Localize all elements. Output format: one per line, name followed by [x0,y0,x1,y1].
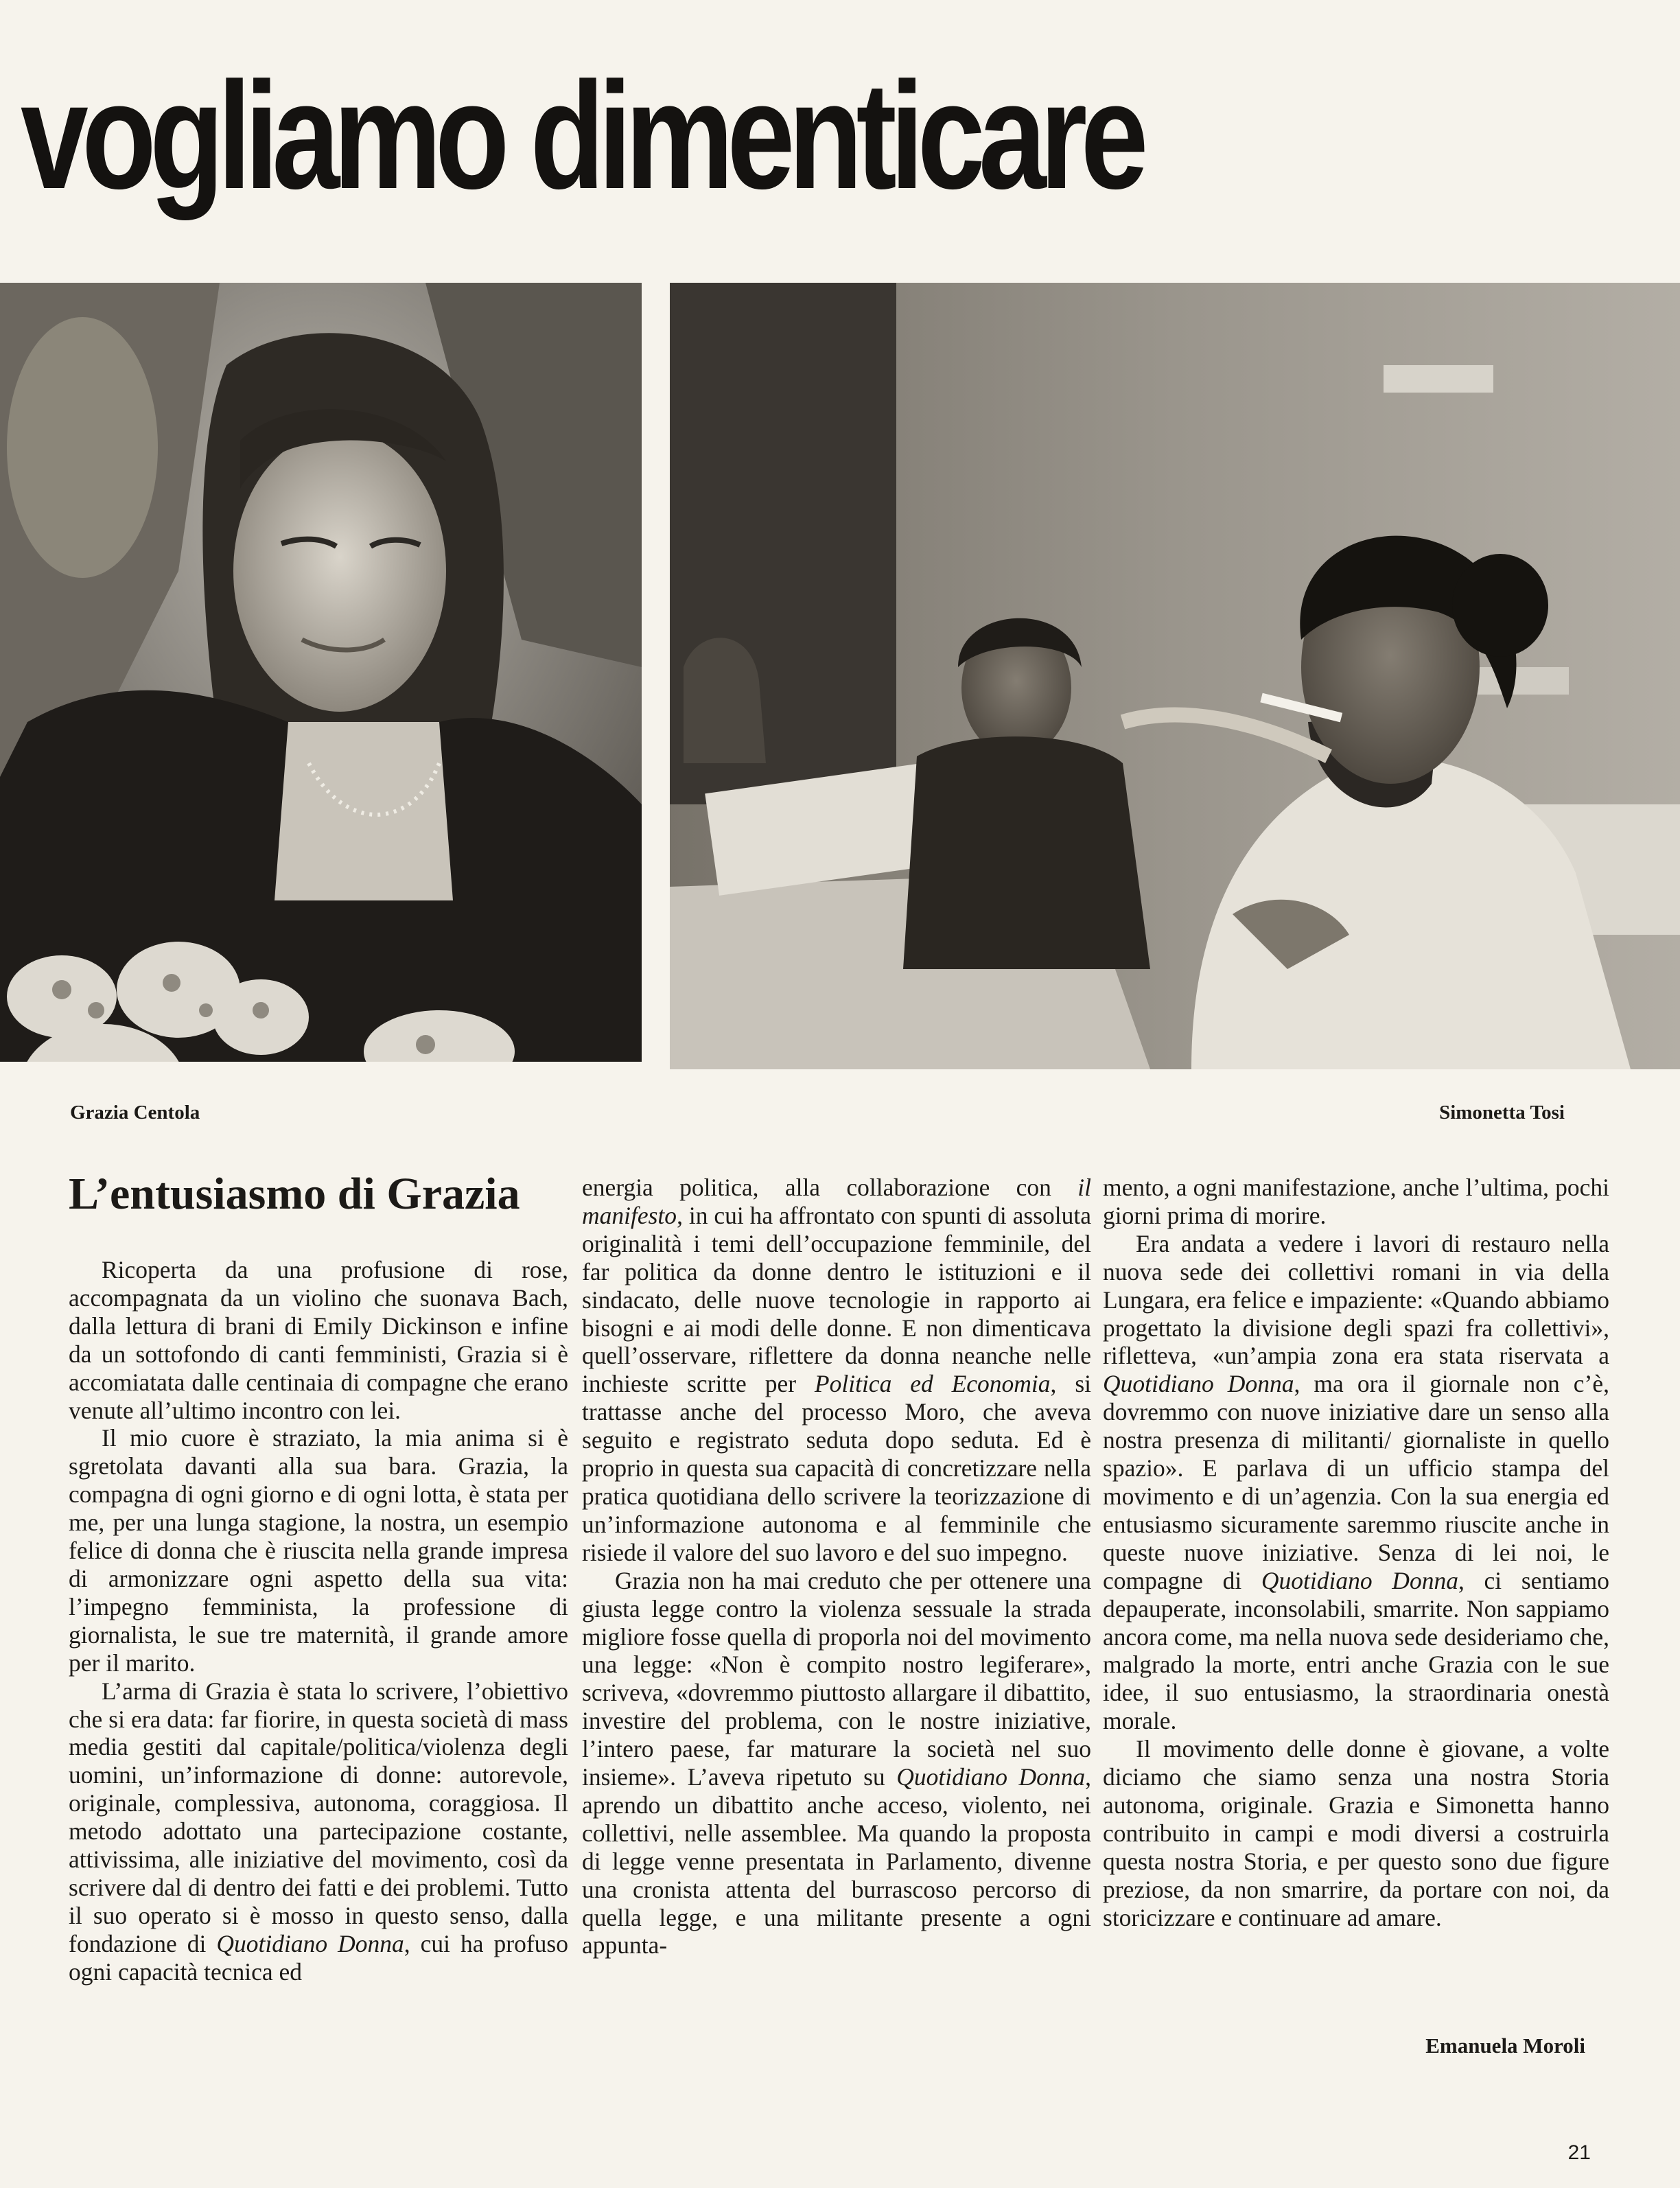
paragraph-text: , cui ha profuso ogni capacità tecnica ed [69,1929,568,1986]
page-number: 21 [1567,2141,1591,2164]
paragraph-text: L’arma di Grazia è stata lo scrivere, l’obiettivo che si era data: far fiorire, in questa società di mass media gestiti dal capitale/politica/violenza degli uomini, un’informazione di donne: autorevole, originale, complessiva, autonoma, coraggiosa. Il metodo adottato una partecipazione costante, attivissima, alle iniziative del movimento, così da scrivere dal di dentro dei fatti e dei problemi. Tutto il suo operato si è mosso in questo senso, dalla fondazione di [69,1677,568,1957]
publication-name: Quotidiano Donna [1261,1566,1458,1594]
publication-name: Quotidiano Donna [896,1763,1086,1791]
page-headline: vogliamo dimenticare [21,51,1142,221]
paragraph [1103,1230,1609,1735]
article-column-3 [1103,1174,1609,1931]
paragraph: mento, a ogni manifestazione, anche l’ultima, pochi giorni prima di morire. [1103,1174,1609,1229]
article-column-2 [582,1174,1091,1959]
paragraph-text: , ma ora il giornale non c’è, dovremmo con nuove iniziative dare un senso alla nostra presenza di militanti/ giornaliste in quello spazio». E parlava di un ufficio stampa del movimento e di un’agenzia. Con la sua energia ed entusiasmo sicuramente saremmo riuscite anche in queste nuove iniziative. Senza di lei noi, le compagne di [1103,1370,1609,1594]
publication-name: Quotidiano Donna [1103,1370,1294,1398]
publication-name: Quotidiano Donna [216,1929,404,1957]
paragraph: Il mio cuore è straziato, la mia anima si è sgretolata davanti alla sua bara. Grazia, la compagna di ogni giorno e di ogni lotta, è stata per me, per una lunga stagione, la nostra, un esempio felice di donna che è riuscita nella grande impresa di armonizzare ogni aspetto della sua vita: l’impegno femminista, la professione di giornalista, le sue tre maternità, il grande amore per il marito. [69,1424,568,1677]
publication-name: Politica ed Economia [814,1370,1051,1398]
article-title: L’entusiasmo di Grazia [69,1169,520,1219]
paragraph-text: Grazia non ha mai creduto che per ottenere una giusta legge contro la violenza sessuale la strada migliore fosse quella di proporla noi del movimento una legge: «Non è compito nostro legiferare», scriveva, «dovremmo piuttosto allargare il dibattito, investire del problema, con le nostre iniziative, l’intero paese, far maturare la società nel suo insieme». L’aveva ripetuto su [582,1566,1091,1791]
photo-simonetta-tosi [670,283,1680,1069]
photo-grazia-centola [0,283,642,1062]
paragraph-text: , in cui ha affrontato con spunti di assoluta originalità i temi dell’occupazione femminile, del far politica da donne dentro le istituzioni e il sindacato, delle nuove tecnologie in rapporto ai bisogni e ai modi delle donne. E non dimenticava quell’osservare, riflettere da donna neanche nelle inchieste scritte per [582,1201,1091,1398]
article-column-1 [69,1256,568,1986]
paragraph-text: , aprendo un dibattito anche acceso, violento, nei collettivi, nelle assemblee. Ma quando la proposta di legge venne presentata in Parlamento, divenne una cronista attenta del burrascoso percorso di quella legge, e una militante presente a ogni appunta- [582,1763,1091,1959]
paragraph-text: energia politica, alla collaborazione con [582,1174,1078,1201]
paragraph: Il movimento delle donne è giovane, a volte diciamo che siamo senza una nostra Storia autonoma, originale. Grazia e Simonetta hanno contribuito in campi e modi diversi a costruirla questa nostra Storia, e per questo sono due figure preziose, da non smarrire, da portare con noi, da storicizzare e continuare ad amare. [1103,1735,1609,1931]
paragraph: Ricoperta da una profusione di rose, accompagnata da un violino che suonava Bach, dalla lettura di brani di Emily Dickinson e infine da un sottofondo di canti femministi, Grazia si è accomiatata dalle centinaia di compagne che erano venute all’ultimo incontro con lei. [69,1256,568,1424]
author-signature: Emanuela Moroli [1425,2034,1585,2058]
paragraph-text: , ci sentiamo depauperate, inconsolabili, smarrite. Non sappiamo ancora come, ma nella nuova sede desideriamo che, malgrado la morte, entri anche Grazia con le sue idee, il suo entusiasmo, la straordinaria onestà morale. [1103,1566,1609,1735]
photo-caption-right: Simonetta Tosi [1439,1102,1565,1124]
publication-name: il manifesto [582,1174,1091,1229]
paragraph [69,1677,568,1986]
paragraph [582,1174,1091,1567]
paragraph-text: Era andata a vedere i lavori di restauro nella nuova sede dei collettivi romani in via della Lungara, era felice e impaziente: «Quando abbiamo progettato la divisione degli spazi fra collettivi», rifletteva, «un’ampia zona era stata riservata a [1103,1229,1609,1370]
paragraph [582,1567,1091,1960]
photo-caption-left: Grazia Centola [70,1102,200,1124]
paragraph-text: , si trattasse anche del processo Moro, che aveva seguito e registrato seduta dopo seduta. Ed è proprio in questa sua capacità di concretizzare nella pratica quotidiana dello scrivere la teorizzazione di un’informazione autonoma e al femminile che risiede il valore del suo lavoro e del suo impegno. [582,1370,1091,1566]
